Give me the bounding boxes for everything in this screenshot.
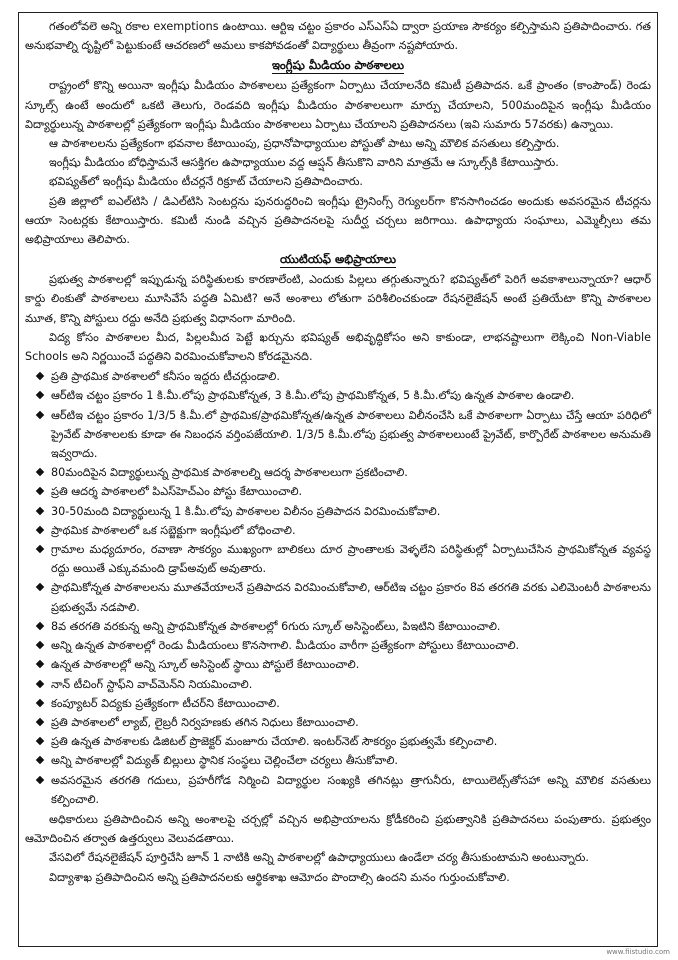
paragraph: ఇంగ్లీషు మీడియం బోధిస్తామనే ఆసక్తిగల ఉపాధ్యాయుల వద్ద ఆప్షన్ తీసుకొని వారిని మాత్రమే ఆ స్కూల్స్‌కి కేటాయిస్తారు. <box>49 156 559 170</box>
list-item <box>25 540 651 578</box>
diamond-bullet-icon <box>36 487 44 495</box>
list-item-text: 80మందిపైన విద్యార్థులున్న ప్రాథమిక పాఠశాలల్ని ఆదర్శ పాఠశాలలుగా ప్రకటించాలి. <box>51 466 408 480</box>
list-item-text: ఆర్‌టిఇ చట్టం ప్రకారం 1 కి.మీ.లోపు ప్రాథమికోన్నత, 3 కి.మీ.లోపు ప్రాథమికోన్నత, 5 కి.మీ.లోపు ఉన్నత పాఠశాల ఉండాలి. <box>51 389 575 403</box>
diamond-bullet-icon <box>36 641 44 649</box>
list-item <box>25 655 651 674</box>
diamond-bullet-icon <box>36 718 44 726</box>
list-item <box>25 636 651 655</box>
intro-paragraph: గతంలోవలె అన్ని రకాల exemptions ఉంటాయి. ఆర్టిఇ చట్టం ప్రకారం ఎస్ఎస్ఏ ద్వారా ప్రయాణ సౌకర్యం కల్పిస్తామని ప్రతిపాదించారు. గత అనుభవాల్ని దృష్టిలో పెట్టుకుంటే ఆచరణలో అమలు కాకపోవడంతో విద్యార్థులు తీవ్రంగా నష్టపోయారు. <box>25 20 651 53</box>
diamond-bullet-icon <box>36 410 44 418</box>
diamond-bullet-icon <box>36 545 44 553</box>
watermark: www.fiistudio.com <box>606 948 670 956</box>
list-item-text: అన్ని ఉన్నత పాఠశాలల్లో రెండు మీడియంలు కొనసాగాలి. మీడియం వారీగా ప్రత్యేకంగా పోస్టులు కేటాయించాలి. <box>51 639 520 653</box>
list-item <box>25 521 651 540</box>
closing-paragraph: విద్యాశాఖ ప్రతిపాదించిన అన్ని ప్రతిపాదనలకు ఆర్థికశాఖ ఆమోదం పొందాల్సి ఉందని మనం గుర్తుంచుకోవాలి. <box>49 870 510 884</box>
closing-paragraph: వేసవిలో రేషనలైజేషన్ పూర్తిచేసి జూన్ 1 నాటికి అన్ని పాఠశాలల్లో ఉపాధ్యాయులు ఉండేలా చర్య తీసుకుంటామని అంటున్నారు. <box>49 851 589 865</box>
diamond-bullet-icon <box>36 775 44 783</box>
list-item <box>25 502 651 521</box>
list-item <box>25 751 651 770</box>
list-item-text: ప్రతి పాఠశాలలో ల్యాబ్, లైబ్రరీ నిర్వహణకు తగిన నిధులు కేటాయించాలి. <box>51 715 359 729</box>
list-item-text: గ్రామాల మధ్యదూరం, రవాణా సౌకర్యం ముఖ్యంగా బాలికలు దూర ప్రాంతాలకు వెళ్ళలేని పరిస్థితుల్లో ఏర్పాటుచేసిన ప్రాథమికోన్నత వ్యవస్థ రద్దు అయితే ఎక్కువమంది డ్రాప్‌అవుట్ అవుతారు. <box>51 543 651 576</box>
list-item <box>25 771 651 809</box>
list-item-text: ప్రతి ఆదర్శ పాఠశాలలో పిఎస్‌హెచ్‌ఎం పోస్టు కేటాయించాలి. <box>51 485 303 499</box>
diamond-bullet-icon <box>36 583 44 591</box>
diamond-bullet-icon <box>36 391 44 399</box>
diamond-bullet-icon <box>36 468 44 476</box>
diamond-bullet-icon <box>36 526 44 534</box>
list-item <box>25 386 651 405</box>
list-item <box>25 482 651 501</box>
paragraph: రాష్ట్రంలో కొన్ని అయినా ఇంగ్లీషు మీడియం పాఠశాలలు ప్రత్యేకంగా ఏర్పాటు చేయాలనేది కమిటీ ప్రతిపాదన. ఒకే ప్రాంతం (కాంపౌండ్) రెండు స్కూల్స్ ఉంటే అందులో ఒకటి తెలుగు, రెండవది ఇంగ్లీషు మీడియం పాఠశాలలుగా మార్పు చేయాలని, 500మందిపైన ఇంగ్లీషు మీడియం విద్యార్థులున్న పాఠశాలల్లో ప్రత్యేకంగా ఇంగ్లీషు మీడియం పాఠశాలలు ఏర్పాటు చేయాలని ప్రతిపాదనలు (ఇవి సుమారు 57వరకు) ఉన్నాయి. <box>25 79 651 131</box>
list-item-text: ఉన్నత పాఠశాలల్లో అన్ని స్కూల్ అసిస్టెంట్ స్థాయి పోస్టులే కేటాయించాలి. <box>51 658 360 672</box>
diamond-bullet-icon <box>36 679 44 687</box>
list-item <box>25 713 651 732</box>
diamond-bullet-icon <box>36 698 44 706</box>
paragraph: భవిష్యత్‌లో ఇంగ్లీషు మీడియం టీచర్లనే రిక్రూట్ చేయాలని ప్రతిపాదించారు. <box>49 175 363 189</box>
paragraph: విద్య కోసం పాఠశాలల మీద, పిల్లలమీద పెట్టే ఖర్చును భవిష్యత్ అభివృద్ధికోసం అని కాకుండా, లాభనష్టాలుగా లెక్కించి Non-Viable Schools అని నిర్ణయించే పద్ధతిని విరమించుకోవాలని కోరడమైనది. <box>25 330 651 364</box>
list-item <box>25 617 651 636</box>
paragraph: ప్రతి జిల్లాలో ఐఎల్‌టిసి / డిఎల్‌టిసి సెంటర్లను పునరుద్ధరించి ఇంగ్లీషు ట్రైనింగ్స్ రెగ్యులర్‌గా కొనసాగించడం అందుకు అవసరమైన టీచర్లను ఆయా సెంటర్లకు కేటాయిస్తారు. కమిటీ నుండి వచ్చిన ప్రతిపాదనలపై సుదీర్ఘ చర్చలు జరిగాయి. ఉపాధ్యాయ సంఘాలు, ఎమ్మెల్సీలు తమ అభిప్రాయాలు తెలిపారు. <box>25 194 651 247</box>
list-item-text: ప్రతి ప్రాథమిక పాఠశాలలో కనీసం ఇద్దరు టీచర్లుండాలి. <box>51 370 280 384</box>
list-item-text: నాన్ టీచింగ్ స్టాఫ్‌ని వాచ్‌మెన్‌ని నియమించాలి. <box>51 677 253 691</box>
diamond-bullet-icon <box>36 506 44 514</box>
list-item <box>25 463 651 482</box>
diamond-bullet-icon <box>36 737 44 745</box>
list-item-text: ప్రాథమికోన్నత పాఠశాలలను మూతవేయాలనే ప్రతిపాదన విరమించుకోవాలి, ఆర్‌టిఇ చట్టం ప్రకారం 8వ తరగతి వరకు ఎలిమెంటరీ పాఠశాలను ప్రభుత్వమే నడపాలి. <box>51 581 651 614</box>
paragraph: ఆ పాఠశాలలను ప్రత్యేకంగా భవనాల కేటాయింపు, ప్రధానోపాధ్యాయుల పోస్టుతో పాటు అన్ని మౌలిక వసతులు కల్పిస్తారు. <box>49 137 560 151</box>
section-heading-utf-opinions <box>25 250 651 269</box>
section-title: ఇంగ్లీషు మీడియం పాఠశాలలు <box>271 58 405 73</box>
demands-list <box>25 367 651 809</box>
list-item <box>25 367 651 386</box>
list-item-text: 30-50మంది విద్యార్థులున్న 1 కి.మీ.లోపు పాఠశాలల విలీనం ప్రతిపాదన విరమించుకోవాలి. <box>51 504 441 518</box>
document-frame <box>18 12 658 947</box>
list-item-text: ప్రతి ఉన్నత పాఠశాలకు డిజిటల్ ప్రొజెక్టర్ మంజూరు చేయాలి. ఇంటర్‌నెట్ సౌకర్యం ప్రభుత్వమే కల్పించాలి. <box>51 735 498 749</box>
diamond-bullet-icon <box>36 372 44 380</box>
list-item-text: ప్రాథమిక పాఠశాలలో ఒక సబ్జెక్టుగా ఇంగ్లీషులో బోధించాలి. <box>51 523 296 537</box>
list-item <box>25 578 651 616</box>
list-item-text: అన్ని పాఠశాలల్లో విద్యుత్ బిల్లులు స్థానిక సంస్థలు చెల్లించేలా చర్యలు తీసుకోవాలి. <box>51 754 398 768</box>
list-item-text: కంప్యూటర్ విద్యకు ప్రత్యేకంగా టీచర్‌ని కేటాయించాలి. <box>51 696 280 710</box>
list-item-text: ఆర్‌టిఇ చట్టం ప్రకారం 1/3/5 కి.మీ.లో ప్రాథమిక/ప్రాథమికోన్నత/ఉన్నత పాఠశాలలు విలీనంచేసి ఒకే పాఠశాలగా ఏర్పాటు చేస్తే ఆయా పరిధిలో ప్రైవేట్ పాఠశాలలకు కూడా ఈ నిబంధన వర్తింపజేయాలి. 1/3/5 కి.మీ.లోపు ప్రభుత్వ పాఠశాలలుంటే ప్రైవేట్, కార్పొరేట్ పాఠశాలల అనుమతి ఇవ్వరాదు. <box>51 408 651 461</box>
diamond-bullet-icon <box>36 756 44 764</box>
list-item <box>25 406 651 464</box>
section-heading-english-medium <box>25 56 651 75</box>
list-item <box>25 675 651 694</box>
diamond-bullet-icon <box>36 660 44 668</box>
list-item-text: అవసరమైన తరగతి గదులు, ప్రహరీగోడ నిర్మించి విద్యార్థుల సంఖ్యకి తగినట్లు త్రాగునీరు, టాయిలెట్స్‌తోసహా అన్ని మౌలిక వసతులు కల్పించాలి. <box>51 773 651 806</box>
list-item <box>25 694 651 713</box>
closing-paragraph: అధికారులు ప్రతిపాదించిన అన్ని అంశాలపై చర్చల్లో వచ్చిన అభిప్రాయాలను క్రోడీకరించి ప్రభుత్వానికి ప్రతిపాదనలు పంపుతారు. ప్రభుత్వం ఆమోదించిన తర్వాత ఉత్తర్వులు వెలువడతాయి. <box>25 812 651 846</box>
list-item-text: 8వ తరగతి వరకున్న అన్ని ప్రాథమికోన్నత పాఠశాలల్లో 6గురు స్కూల్ అసిస్టెంట్‌లు, పిఇటిని కేటాయించాలి. <box>51 619 501 633</box>
paragraph: ప్రభుత్వ పాఠశాలల్లో ఇప్పుడున్న పరిస్థితులకు కారణాలేంటి, ఎందుకు పిల్లలు తగ్గుతున్నారు? భవిష్యత్‌లో పెరిగే అవకాశాలున్నాయా? ఆధార్ కార్డు లింకుతో పాఠశాలలు మూసివేసే పద్ధతి ఏమిటి? అనే అంశాలు లోతుగా పరిశీలించకుండా రేషనలైజేషన్ అంటే ప్రతియేటా కొన్ని పాఠశాలల మూత, కొన్ని పోస్టులు రద్దు అనేది ప్రభుత్వ విధానంగా మారింది. <box>25 273 651 325</box>
list-item <box>25 732 651 751</box>
diamond-bullet-icon <box>36 622 44 630</box>
section-title: యుటియఫ్ అభిప్రాయాలు <box>279 252 397 267</box>
